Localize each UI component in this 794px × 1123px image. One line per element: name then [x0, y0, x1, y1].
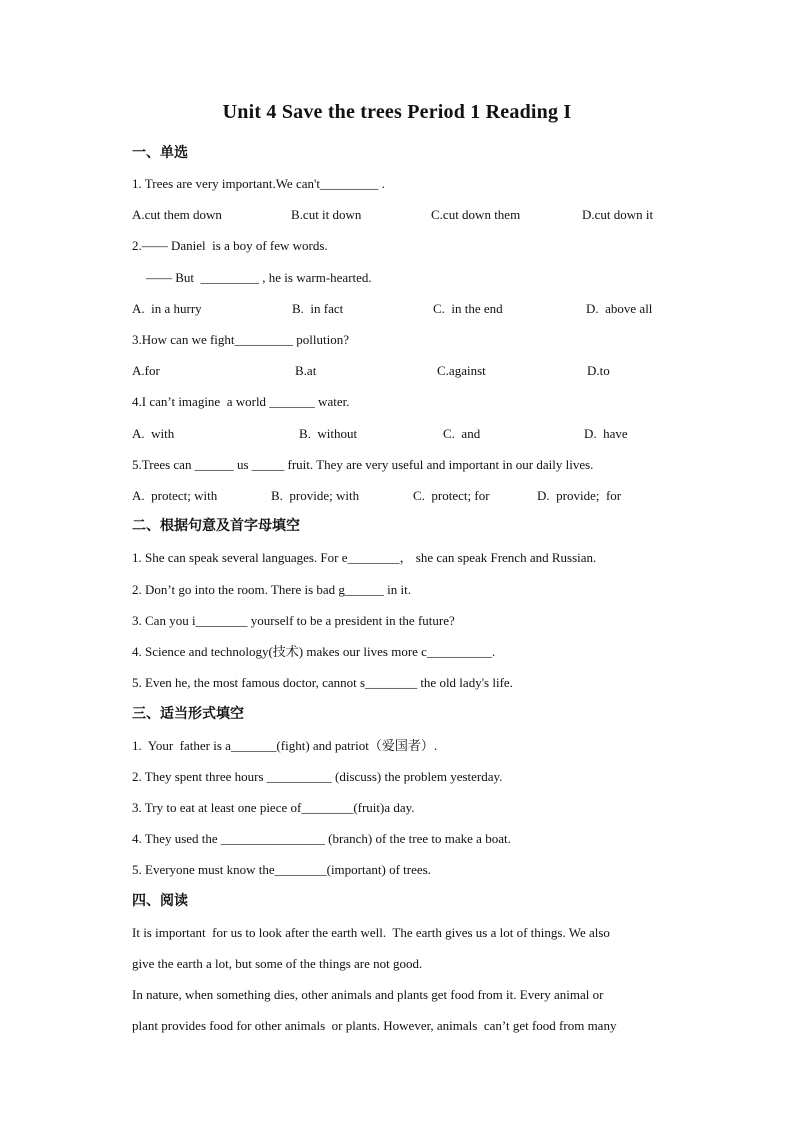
question-1-option-b: B.cut it down: [291, 207, 362, 222]
question-2-option-b: B. in fact: [292, 301, 344, 316]
question-2-option-d: D. above all: [586, 301, 653, 316]
fill-initial-item-5: 5. Even he, the most famous doctor, cannot s________ the old lady's life.: [132, 675, 513, 690]
question-3-option-a: A.for: [132, 363, 160, 378]
section-heading-multiple-choice: 一、单选: [132, 145, 188, 161]
reading-line-3: In nature, when something dies, other animals and plants get food from it. Every animal or: [132, 987, 604, 1002]
reading-line-1: It is important for us to look after the earth well. The earth gives us a lot of things. We also: [132, 925, 610, 940]
question-5-option-d: D. provide; for: [537, 488, 622, 503]
question-5: 5.Trees can ______ us _____ fruit. They are very useful and important in our daily lives.: [132, 457, 594, 472]
fill-initial-item-3: 3. Can you i________ yourself to be a president in the future?: [132, 613, 455, 628]
question-1: 1. Trees are very important.We can't_________ .: [132, 176, 385, 191]
section-heading-word-form: 三、适当形式填空: [132, 706, 244, 722]
fill-initial-item-2: 2. Don’t go into the room. There is bad g______ in it.: [132, 582, 411, 597]
question-3-option-d: D.to: [587, 363, 610, 378]
question-5-option-c: C. protect; for: [413, 488, 490, 503]
word-form-item-5: 5. Everyone must know the________(important) of trees.: [132, 862, 431, 877]
question-1-option-d: D.cut down it: [582, 207, 654, 222]
reading-line-2: give the earth a lot, but some of the things are not good.: [132, 956, 423, 971]
question-5-option-b: B. provide; with: [271, 488, 360, 503]
reading-line-4: plant provides food for other animals or plants. However, animals can’t get food from many: [132, 1018, 617, 1033]
question-4: 4.I can’t imagine a world _______ water.: [132, 394, 350, 409]
word-form-item-3: 3. Try to eat at least one piece of________(fruit)a day.: [132, 800, 415, 815]
question-4-option-c: C. and: [443, 426, 481, 441]
question-2-line-a: 2.—— Daniel is a boy of few words.: [132, 238, 328, 253]
question-2-line-b: —— But _________ , he is warm-hearted.: [146, 270, 372, 285]
question-2-option-c: C. in the end: [433, 301, 503, 316]
section-heading-fill-initial: 二、根据句意及首字母填空: [132, 518, 300, 534]
question-2-option-a: A. in a hurry: [132, 301, 202, 316]
fill-initial-item-1: 1. She can speak several languages. For e________， she can speak French and Russian.: [132, 550, 597, 565]
fill-initial-item-4: 4. Science and technology(技术) makes our lives more c__________.: [132, 644, 496, 659]
question-3: 3.How can we fight_________ pollution?: [132, 332, 349, 347]
word-form-item-1: 1. Your father is a_______(fight) and patriot（爱国者）.: [132, 738, 438, 753]
question-1-option-a: A.cut them down: [132, 207, 222, 222]
question-3-option-b: B.at: [295, 363, 317, 378]
question-4-option-b: B. without: [299, 426, 358, 441]
question-4-option-a: A. with: [132, 426, 175, 441]
question-4-option-d: D. have: [584, 426, 628, 441]
question-1-option-c: C.cut down them: [431, 207, 521, 222]
document-title: Unit 4 Save the trees Period 1 Reading I: [222, 101, 572, 123]
question-5-option-a: A. protect; with: [132, 488, 218, 503]
word-form-item-2: 2. They spent three hours __________ (discuss) the problem yesterday.: [132, 769, 503, 784]
question-3-option-c: C.against: [437, 363, 486, 378]
section-heading-reading: 四、阅读: [132, 893, 188, 909]
word-form-item-4: 4. They used the ________________ (branch) of the tree to make a boat.: [132, 831, 511, 846]
